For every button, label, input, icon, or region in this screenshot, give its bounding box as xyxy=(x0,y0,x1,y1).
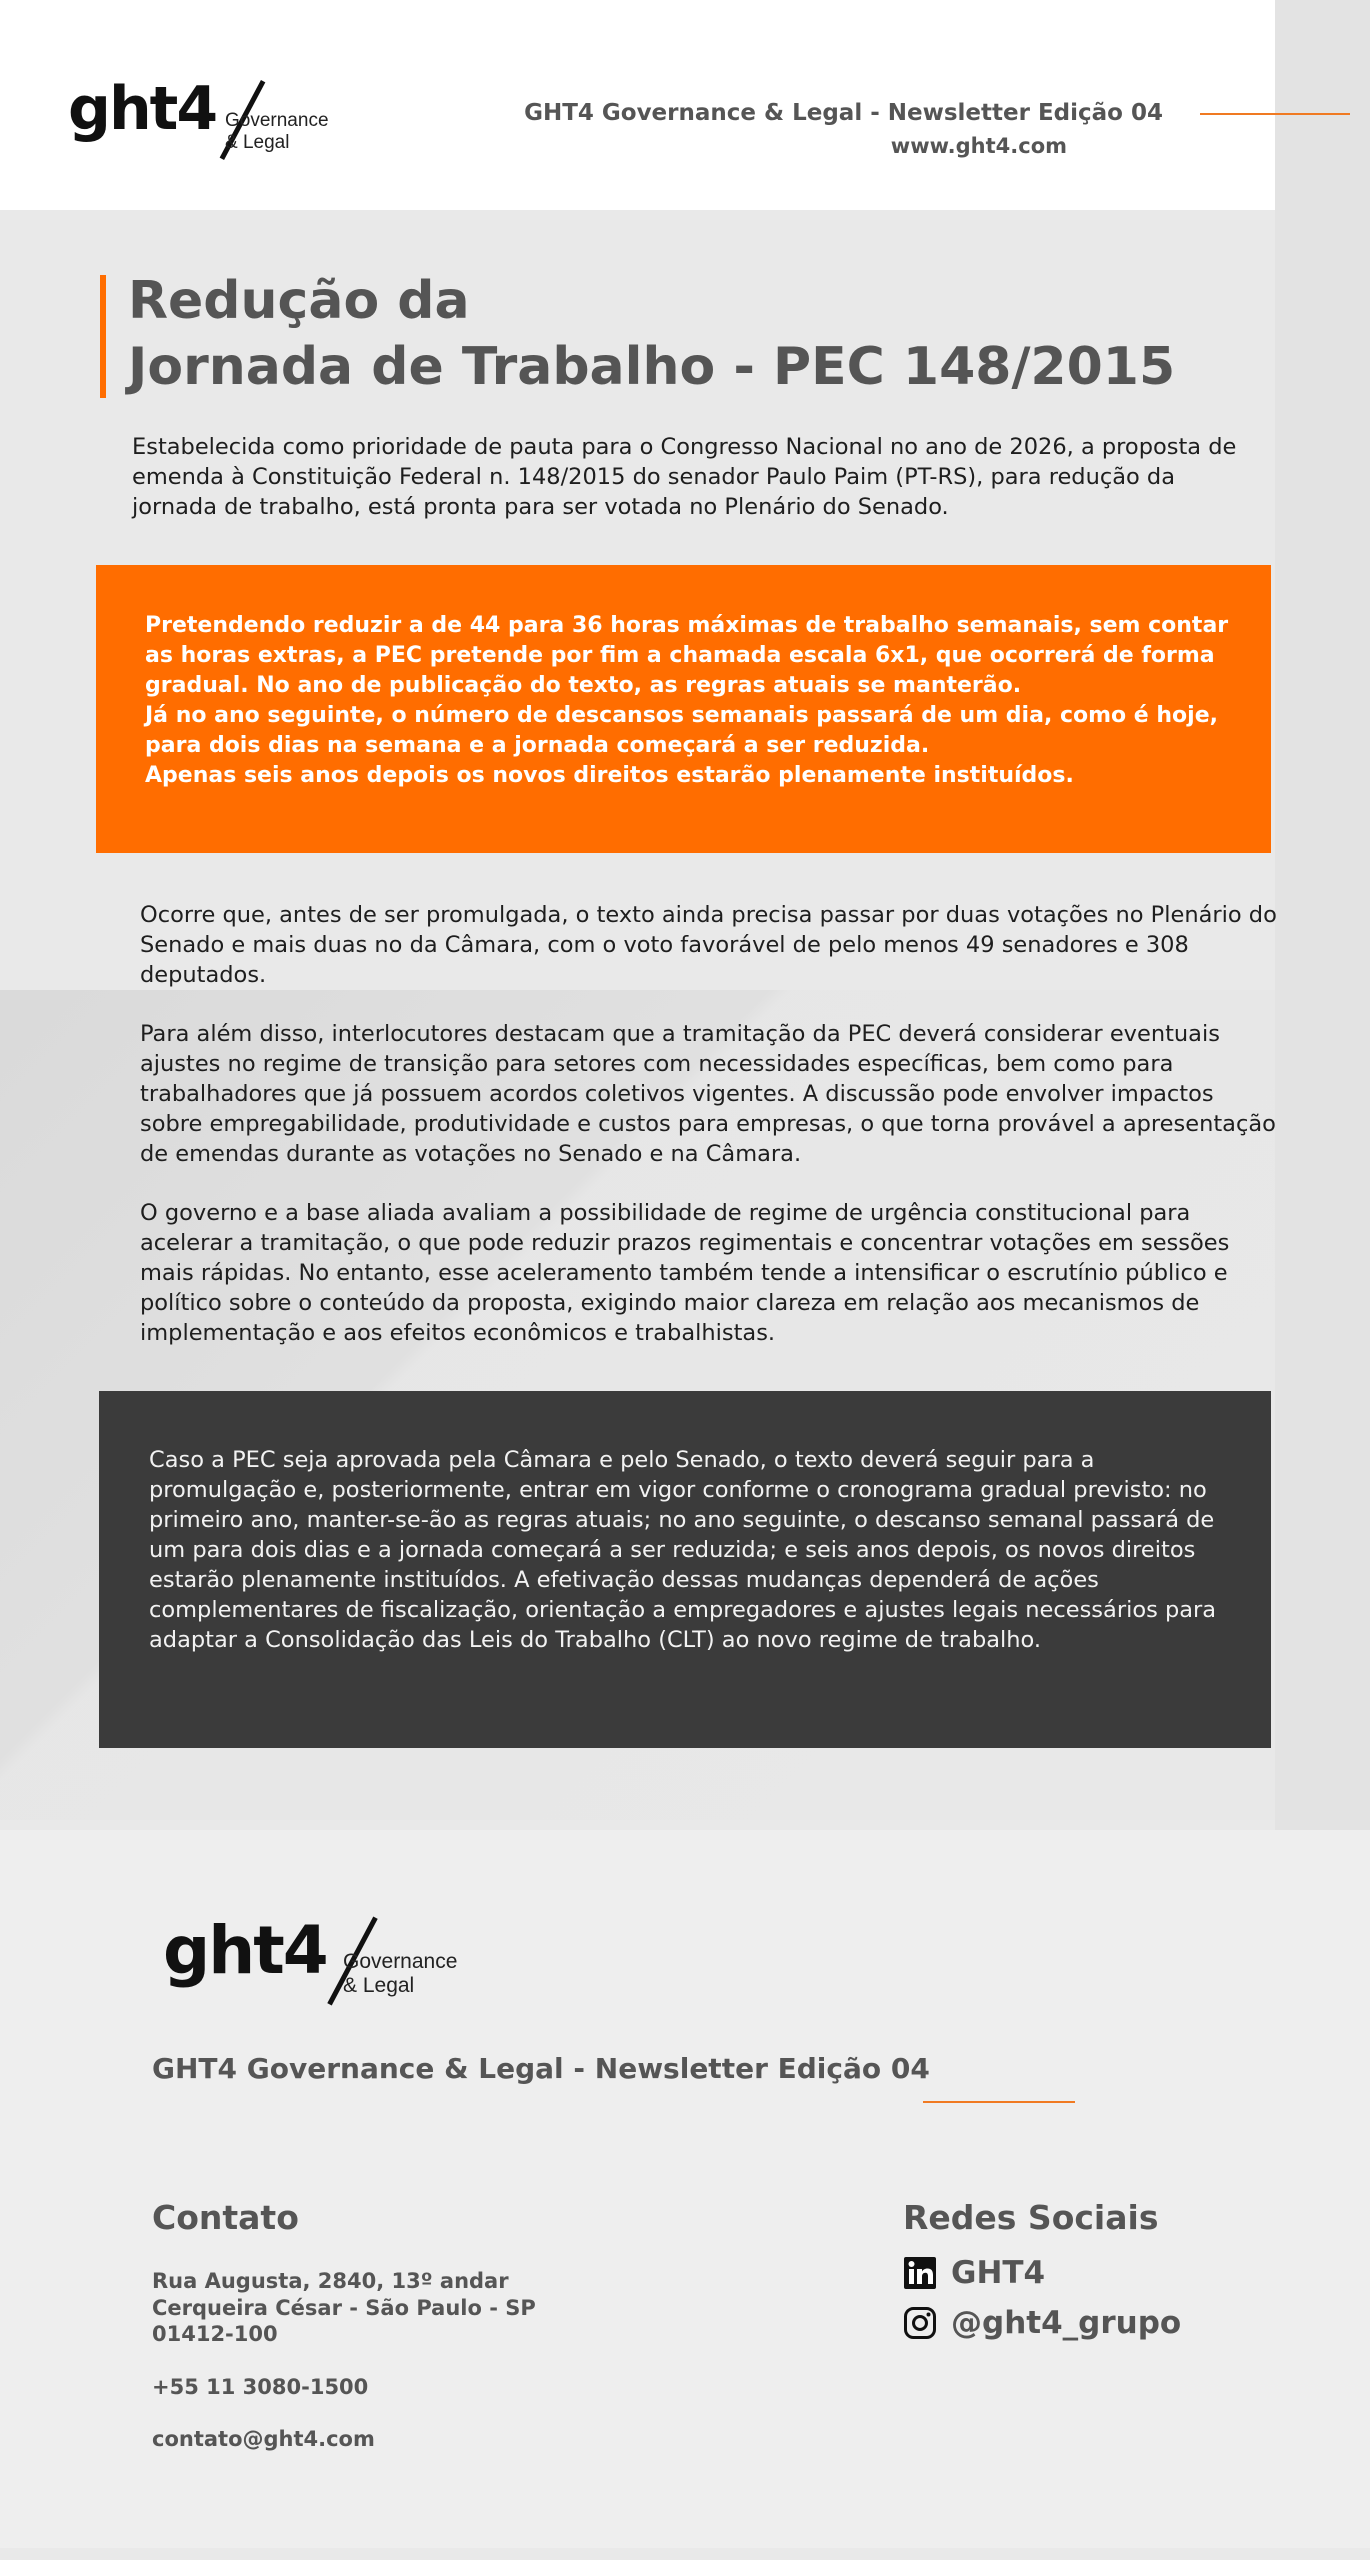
address-line: Cerqueira César - São Paulo - SP xyxy=(152,2295,536,2320)
address-line: Rua Augusta, 2840, 13º andar xyxy=(152,2269,509,2293)
contact-heading: Contato xyxy=(152,2198,299,2237)
conclusion-text: Caso a PEC seja aprovada pela Câmara e pelo Senado, o texto deverá seguir para a promulgação e, posteriormente, entrar em vigor conforme o cronograma gradual previsto: no primeiro ano, manter-se-ão as regras atuais; no ano seguinte, o descanso semanal passará de um para dois dias e a jornada começará a ser reduzida; e seis anos depois, os novos direitos estarão plenamente instituídos. A efetivação dessas mudanças dependerá de ações complementares de fiscalização, orientação a empregadores e ajustes legais necessários para adaptar a Consolidação das Leis do Trabalho (CLT) ao novo regime de trabalho. xyxy=(149,1447,1217,1653)
footer-logo[interactable] xyxy=(163,1910,493,2010)
logo-wordmark: ght4 xyxy=(163,1912,327,1989)
email-link[interactable]: contato@ght4.com xyxy=(152,2427,375,2451)
conclusion-box xyxy=(99,1391,1271,1748)
title-accent-bar xyxy=(100,275,106,398)
article-title: Redução da Jornada de Trabalho - PEC 148/2015 xyxy=(128,271,1176,397)
linkedin-icon xyxy=(903,2256,937,2290)
phone-link[interactable]: +55 11 3080-1500 xyxy=(152,2374,369,2399)
header-logo[interactable] xyxy=(68,72,358,162)
header-website-link[interactable]: www.ght4.com xyxy=(890,134,1067,158)
social-heading: Redes Sociais xyxy=(903,2198,1159,2237)
article-intro: Estabelecida como prioridade de pauta para o Congresso Nacional no ano de 2026, a proposta de emenda à Constituição Federal n. 148/2015 do senador Paulo Paim (PT-RS), para redução da jornada de trabalho, está pronta para ser votada no Plenário do Senado. xyxy=(132,434,1237,520)
body-paragraph: Para além disso, interlocutores destacam que a tramitação da PEC deverá considerar eventuais ajustes no regime de transição para setores com necessidades específicas, bem como para trabalhadores que já possuem acordos coletivos vigentes. A discussão pode envolver impactos sobre empregabilidade, produtividade e custos para empresas, o que torna provável a apresentação de emendas durante as votações no Senado e na Câmara. xyxy=(140,1021,1276,1167)
address-zip: 01412-100 xyxy=(152,2322,278,2346)
logo-subtitle: Governance & Legal xyxy=(343,1950,458,1998)
highlight-text: Pretendendo reduzir a de 44 para 36 horas máximas de trabalho semanais, sem contar as horas extras, a PEC pretende por fim a chamada escala 6x1, que ocorrerá de forma gradual. No ano de publicação do texto, as regras atuais se manterão. Já no ano seguinte, o número de descansos semanais passará de um dia, como é hoje, para dois dias na semana e a jornada começará a ser reduzida. Apenas seis anos depois os novos direitos estarão plenamente instituídos. xyxy=(145,613,1229,788)
logo-subtitle: Governance & Legal xyxy=(225,110,329,153)
linkedin-handle: GHT4 xyxy=(951,2255,1046,2291)
header-accent-line xyxy=(1200,113,1350,115)
footer-newsletter-title: GHT4 Governance & Legal - Newsletter Edição 04 xyxy=(152,2052,930,2085)
body-paragraph: Ocorre que, antes de ser promulgada, o texto ainda precisa passar por duas votações no Plenário do Senado e mais duas no da Câmara, com o voto favorável de pelo menos 49 senadores e 308 deputados. xyxy=(140,902,1277,988)
highlight-box xyxy=(96,565,1271,853)
background-band xyxy=(1275,0,1370,1830)
instagram-handle: @ght4_grupo xyxy=(951,2305,1182,2341)
article-body xyxy=(140,900,1280,1377)
contact-info xyxy=(152,2268,536,2453)
body-paragraph: O governo e a base aliada avaliam a possibilidade de regime de urgência constitucional para acelerar a tramitação, o que pode reduzir prazos regimentais e concentrar votações em sessões mais rápidas. No entanto, esse aceleramento também tende a intensificar o escrutínio público e político sobre o conteúdo da proposta, exigindo maior clareza em relação aos mecanismos de implementação e aos efeitos econômicos e trabalhistas. xyxy=(140,1200,1230,1346)
header xyxy=(0,0,1275,210)
linkedin-link[interactable] xyxy=(903,2255,1045,2291)
instagram-link[interactable] xyxy=(903,2305,1181,2341)
header-newsletter-title: GHT4 Governance & Legal - Newsletter Edição 04 xyxy=(524,100,1163,126)
footer-accent-line xyxy=(923,2101,1075,2103)
instagram-icon xyxy=(903,2306,937,2340)
logo-wordmark: ght4 xyxy=(68,74,217,144)
